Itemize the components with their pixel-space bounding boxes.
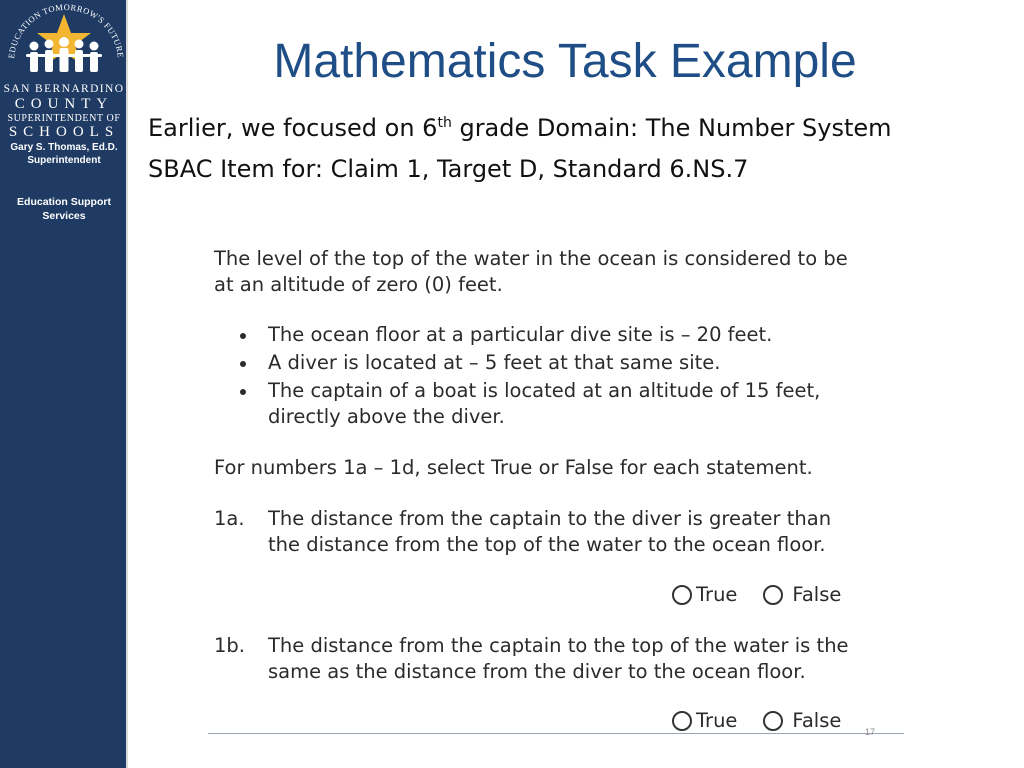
subtitle-domain-superscript: th <box>437 115 452 131</box>
item-1a-true-option[interactable] <box>672 582 737 608</box>
department-name <box>0 196 128 223</box>
subtitle-domain-post: grade Domain: The Number System <box>451 114 892 142</box>
footer-divider <box>208 733 904 734</box>
org-line-superintendent-of: SUPERINTENDENT OF <box>7 112 121 124</box>
subtitle-sbac-item: SBAC Item for: Claim 1, Target D, Standard 6.NS.7 <box>148 155 749 183</box>
org-line-schools: SCHOOLS <box>8 123 120 140</box>
sidebar <box>0 0 128 768</box>
organization-name <box>0 84 128 140</box>
bullet-dot <box>240 361 246 367</box>
item-1b-line-1: The distance from the captain to the top of the water is the <box>268 634 849 657</box>
item-1b-number: 1b. <box>214 634 245 657</box>
bullet-text: The captain of a boat is located at an altitude of 15 feet, <box>268 379 821 402</box>
superintendent-title: Superintendent <box>27 154 101 166</box>
org-line-san-bernardino: SAN BERNARDINO <box>3 83 125 95</box>
task-intro-line-1: The level of the top of the water in the ocean is considered to be <box>214 247 848 270</box>
list-item <box>214 322 820 348</box>
task-intro-line-2: at an altitude of zero (0) feet. <box>214 273 503 296</box>
superintendent-block <box>0 142 128 167</box>
department-line-2: Services <box>42 209 86 222</box>
true-label: True <box>696 709 738 732</box>
item-1b-true-radio[interactable] <box>672 711 692 731</box>
item-1a-line-2: the distance from the top of the water to the ocean floor. <box>268 533 826 556</box>
bullet-text: The ocean floor at a particular dive site is – 20 feet. <box>268 323 773 346</box>
bullet-dot <box>240 333 246 339</box>
false-label: False <box>792 709 842 732</box>
department-line-1: Education Support <box>17 196 111 208</box>
subtitle-domain <box>148 114 892 142</box>
false-label: False <box>792 583 842 606</box>
task-bullet-list <box>214 322 820 432</box>
superintendent-name: Gary S. Thomas, Ed.D. <box>10 142 118 153</box>
item-1a-line-1: The distance from the captain to the diver is greater than <box>268 507 832 530</box>
slide-title: Mathematics Task Example <box>273 35 857 88</box>
page-number: 17 <box>864 727 875 737</box>
bullet-text: A diver is located at – 5 feet at that same site. <box>268 351 721 374</box>
subtitle-domain-pre: Earlier, we focused on 6 <box>148 114 438 142</box>
item-1a-options <box>672 582 867 608</box>
true-label: True <box>696 583 738 606</box>
org-line-county: COUNTY <box>14 95 114 112</box>
svg-text:EDUCATION TOMORROW'S FUTURE: EDUCATION TOMORROW'S FUTURE <box>6 1 126 60</box>
county-seal-logo <box>0 0 128 90</box>
task-instruction: For numbers 1a – 1d, select True or False for each statement. <box>214 456 813 479</box>
item-1b-false-option[interactable] <box>763 708 841 734</box>
item-1a-number: 1a. <box>214 507 245 530</box>
item-1b-true-option[interactable] <box>672 708 737 734</box>
item-1b-options <box>672 708 867 734</box>
list-item <box>214 350 820 376</box>
list-item <box>214 378 820 430</box>
item-1b-false-radio[interactable] <box>763 711 783 731</box>
item-1b-line-2: same as the distance from the diver to the ocean floor. <box>268 660 806 683</box>
bullet-dot <box>240 389 246 395</box>
item-1a-true-radio[interactable] <box>672 585 692 605</box>
item-1a-false-radio[interactable] <box>763 585 783 605</box>
item-1a-false-option[interactable] <box>763 582 841 608</box>
bullet-text-continued: directly above the diver. <box>268 405 505 428</box>
